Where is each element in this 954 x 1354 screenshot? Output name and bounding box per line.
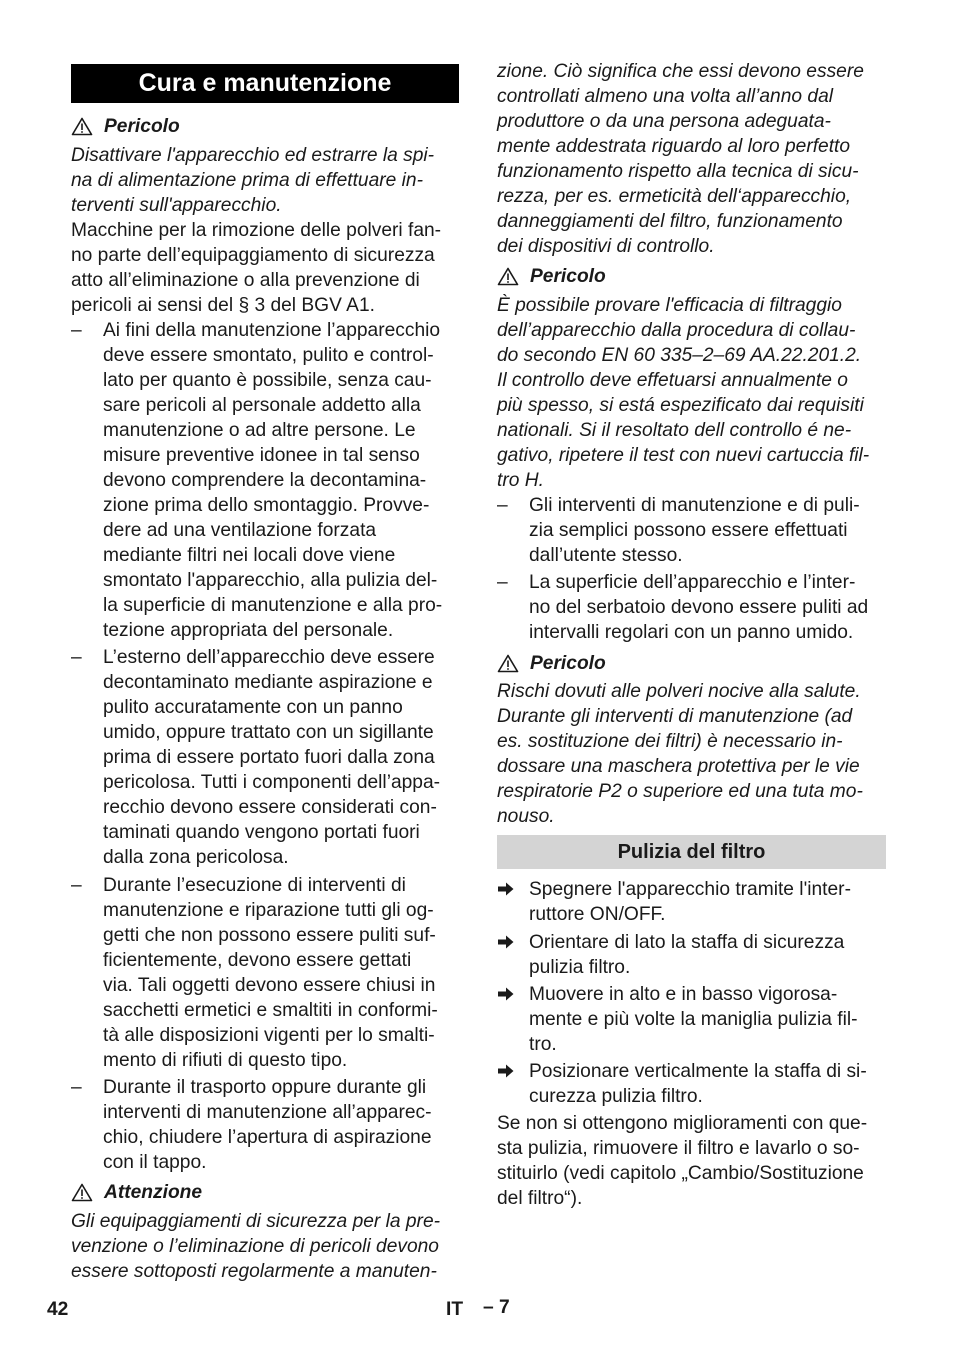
dash-bullet: – bbox=[71, 320, 82, 341]
closing-paragraph: Se non si ottengono miglioramenti con que- sta pulizia, rimuovere il filtro e lavarlo o so- stituirlo (vedi capitolo „Cambio/Sostituzione del filtro“). bbox=[497, 1113, 868, 1209]
step-text: Posizionare verticalmente la staffa di si- curezza pulizia filtro. bbox=[529, 1061, 867, 1107]
list-item-text: L’esterno dell’apparecchio deve essere decontaminato mediante aspirazione e pulito accuratamente con un panno umido, oppure trattato con un sigillante prima di essere portato fuori dalla zona pericolosa. Tutti i componenti dell’appa- recchio devono essere considerati con- taminati quando vengono portati fuori dalla zona pericolosa. bbox=[103, 647, 441, 868]
dash-bullet: – bbox=[71, 647, 82, 668]
step-text: Orientare di lato la staffa di sicurezza pulizia filtro. bbox=[529, 932, 845, 978]
warning-label: Attenzione bbox=[104, 1182, 203, 1203]
caution-text: Gli equipaggiamenti di sicurezza per la pre- venzione o l’eliminazione di pericoli devono essere sottoposti regolarmente a manuten- bbox=[71, 1211, 441, 1282]
warning-label: Pericolo bbox=[530, 266, 606, 287]
section-page-number: – 7 bbox=[483, 1297, 510, 1318]
list-item-text: Ai fini della manutenzione l’apparecchio deve essere smontato, pulito e control- lato per quanto è possibile, senza cau- sare pericoli al personale addetto alla manutenzione o ad altre persone. Le misure preventive idonee in tal senso devono comprendere la decontamina- zione prima dello smontaggio. Provve- dere ad una ventilazione forzata mediante filtri nei locali dove viene smontato l'apparecchio, alla pulizia del- la superficie di manutenzione e alla pro- tezione appropriata del personale. bbox=[103, 320, 443, 641]
dash-bullet: – bbox=[71, 1077, 82, 1098]
danger-text-3: Rischi dovuti alle polveri nocive alla salute. Durante gli interventi di manutenzione (ad es. sostituzione dei filtri) è necessario in- dossare una maschera protettiva per le vie respiratorie P2 o superiore ed una tuta mo- nouso. bbox=[497, 681, 863, 827]
warning-label: Pericolo bbox=[530, 653, 606, 674]
warning-triangle-icon bbox=[71, 1183, 93, 1202]
arrow-right-icon bbox=[497, 1063, 515, 1079]
danger-warning-1 bbox=[71, 114, 271, 139]
dash-bullet: – bbox=[497, 572, 508, 593]
danger-text-2: È possibile provare l'efficacia di filtraggio dell’apparecchio dalla procedura di collau- do secondo EN 60 335–2–69 AA.22.201.2. Il controllo deve effetuarsi annualmente o più spesso, si está espezificato dai requisiti nationali. Si il resoltato dell controllo é ne- gativo, ripetere il test con nuevi cartuccia fil- tro H. bbox=[497, 295, 870, 491]
arrow-right-icon bbox=[497, 934, 515, 950]
caution-text-continued: zione. Ciò significa che essi devono essere controllati almeno una volta all’anno dal produttore o da una persona adeguata- mente addestrata riguardo al loro perfetto funzionamento rispetto alla tecnica di sicu- rezza, per es. ermeticità dell‘apparecchio, danneggiamenti del filtro, funzionamento dei dispositivi di controllo. bbox=[497, 61, 864, 257]
warning-label: Pericolo bbox=[104, 116, 180, 137]
dash-bullet: – bbox=[71, 875, 82, 896]
danger-warning-3 bbox=[497, 651, 697, 676]
caution-warning bbox=[71, 1180, 271, 1205]
subsection-heading: Pulizia del filtro bbox=[497, 835, 886, 869]
page-number: 42 bbox=[47, 1299, 69, 1320]
list-item-text: La superficie dell’apparecchio e l’inter- no del serbatoio devono essere puliti ad intervalli regolari con un panno umido. bbox=[529, 572, 869, 643]
list-item-text: Durante l’esecuzione di interventi di manutenzione e riparazione tutti gli og- getti che non possono essere puliti suf- ficientemente, devono essere gettati via. Tali oggetti devono essere chiusi in sacchetti ermetici e smaltiti in conformi- tà alle disposizioni vigenti per lo smalti- mento di rifiuti di questo tipo. bbox=[103, 875, 438, 1071]
language-code: IT bbox=[446, 1299, 464, 1320]
list-item-text: Gli interventi di manutenzione e di puli- zia semplici possono essere effettuati dall’utente stesso. bbox=[529, 495, 860, 566]
warning-triangle-icon bbox=[497, 654, 519, 673]
intro-paragraph: Macchine per la rimozione delle polveri fan- no parte dell’equipaggiamento di sicurezza atto all’eliminazione o alla prevenzione di pericoli ai sensi del § 3 del BGV A1. bbox=[71, 220, 442, 316]
dash-bullet: – bbox=[497, 495, 508, 516]
warning-triangle-icon bbox=[497, 267, 519, 286]
arrow-right-icon bbox=[497, 986, 515, 1002]
step-text: Spegnere l'apparecchio tramite l'inter- ruttore ON/OFF. bbox=[529, 879, 851, 925]
list-item-text: Durante il trasporto oppure durante gli interventi di manutenzione all’apparec- chio, chiudere l’apertura di aspirazione con il tappo. bbox=[103, 1077, 432, 1173]
danger-warning-2 bbox=[497, 264, 697, 289]
step-text: Muovere in alto e in basso vigorosa- mente e più volte la maniglia pulizia fil- tro. bbox=[529, 984, 858, 1055]
section-title: Cura e manutenzione bbox=[71, 64, 459, 103]
danger-text-1: Disattivare l'apparecchio ed estrarre la spi- na di alimentazione prima di effettuare in- terventi sull'apparecchio. bbox=[71, 145, 435, 216]
warning-triangle-icon bbox=[71, 117, 93, 136]
arrow-right-icon bbox=[497, 881, 515, 897]
